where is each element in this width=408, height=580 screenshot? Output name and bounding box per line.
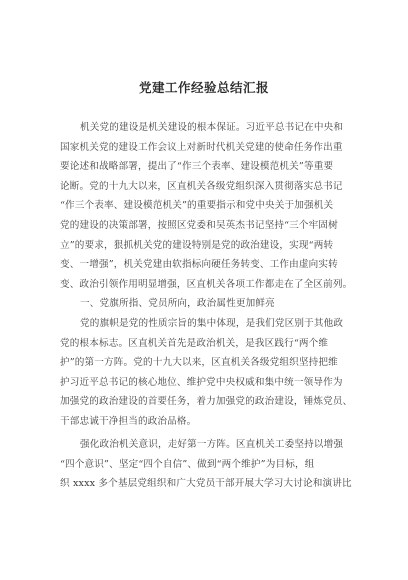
paragraph-line: 立”的要求，狠抓机关党的建设特别是党的政治建设，实现“两转 — [60, 239, 334, 251]
paragraph-line: “四个意识”、坚定“四个自信”、做到“两个维护”为目标，组 — [60, 458, 315, 470]
document-title: 党建工作经验总结汇报 — [138, 80, 269, 95]
paragraph-line: 强化政治机关意识，走好第一方阵。区直机关工委坚持以增强 — [80, 439, 344, 450]
paragraph-line: 加强党的政治建设的首要任务，着力加强党的政治建设，锤炼党员、 — [60, 396, 353, 408]
paragraph-line: 国家机关党的建设工作会议上对新时代机关党建的使命任务作出重 — [60, 141, 343, 153]
paragraph-line: 论断。党的十九大以来，区直机关各级党组织深入贯彻落实总书记 — [60, 180, 343, 192]
section-heading: 一、党旗所指、党员所向，政治属性更加鲜亮 — [80, 298, 275, 310]
paragraph-line: 党的建设的决策部署，按照区党委和吴英杰书记坚持“三个牢固树 — [60, 219, 338, 231]
document-body — [60, 118, 353, 494]
paragraph-line: 变、政治引领作用明显增强，区直机关各项工作都走在了全区前列。 — [60, 278, 353, 290]
paragraph-line: 党的根本标志。区直机关首先是政治机关，是我区践行“两个维 — [60, 337, 329, 349]
paragraph-line: “作三个表率、建设模范机关”的重要指示和党中央关于加强机关 — [60, 200, 334, 212]
paragraph-line: 护”的第一方阵。党的十九大以来，区直机关各级党组织坚持把维 — [60, 357, 338, 369]
paragraph-line: 机关党的建设是机关建设的根本保证。习近平总书记在中央和 — [80, 122, 344, 133]
paragraph-line: 要论述和战略部署，提出了“作三个表率、建设模范机关”等重要 — [60, 161, 334, 173]
paragraph-line: 干部忠诚干净担当的政治品格。 — [60, 415, 197, 427]
paragraph-line: 党的旗帜是党的性质宗旨的集中体现，是我们党区别于其他政 — [80, 317, 344, 329]
paragraph-line: 织 xxxx 多个基层党组织和广大党员干部开展大学习大讨论和演讲比 — [60, 478, 352, 490]
paragraph-line: 变、一增强”，机关党建由软指标向硬任务转变、工作由虚向实转 — [60, 259, 338, 271]
paragraph-line: 护习近平总书记的核心地位、维护党中央权威和集中统一领导作为 — [60, 376, 343, 388]
